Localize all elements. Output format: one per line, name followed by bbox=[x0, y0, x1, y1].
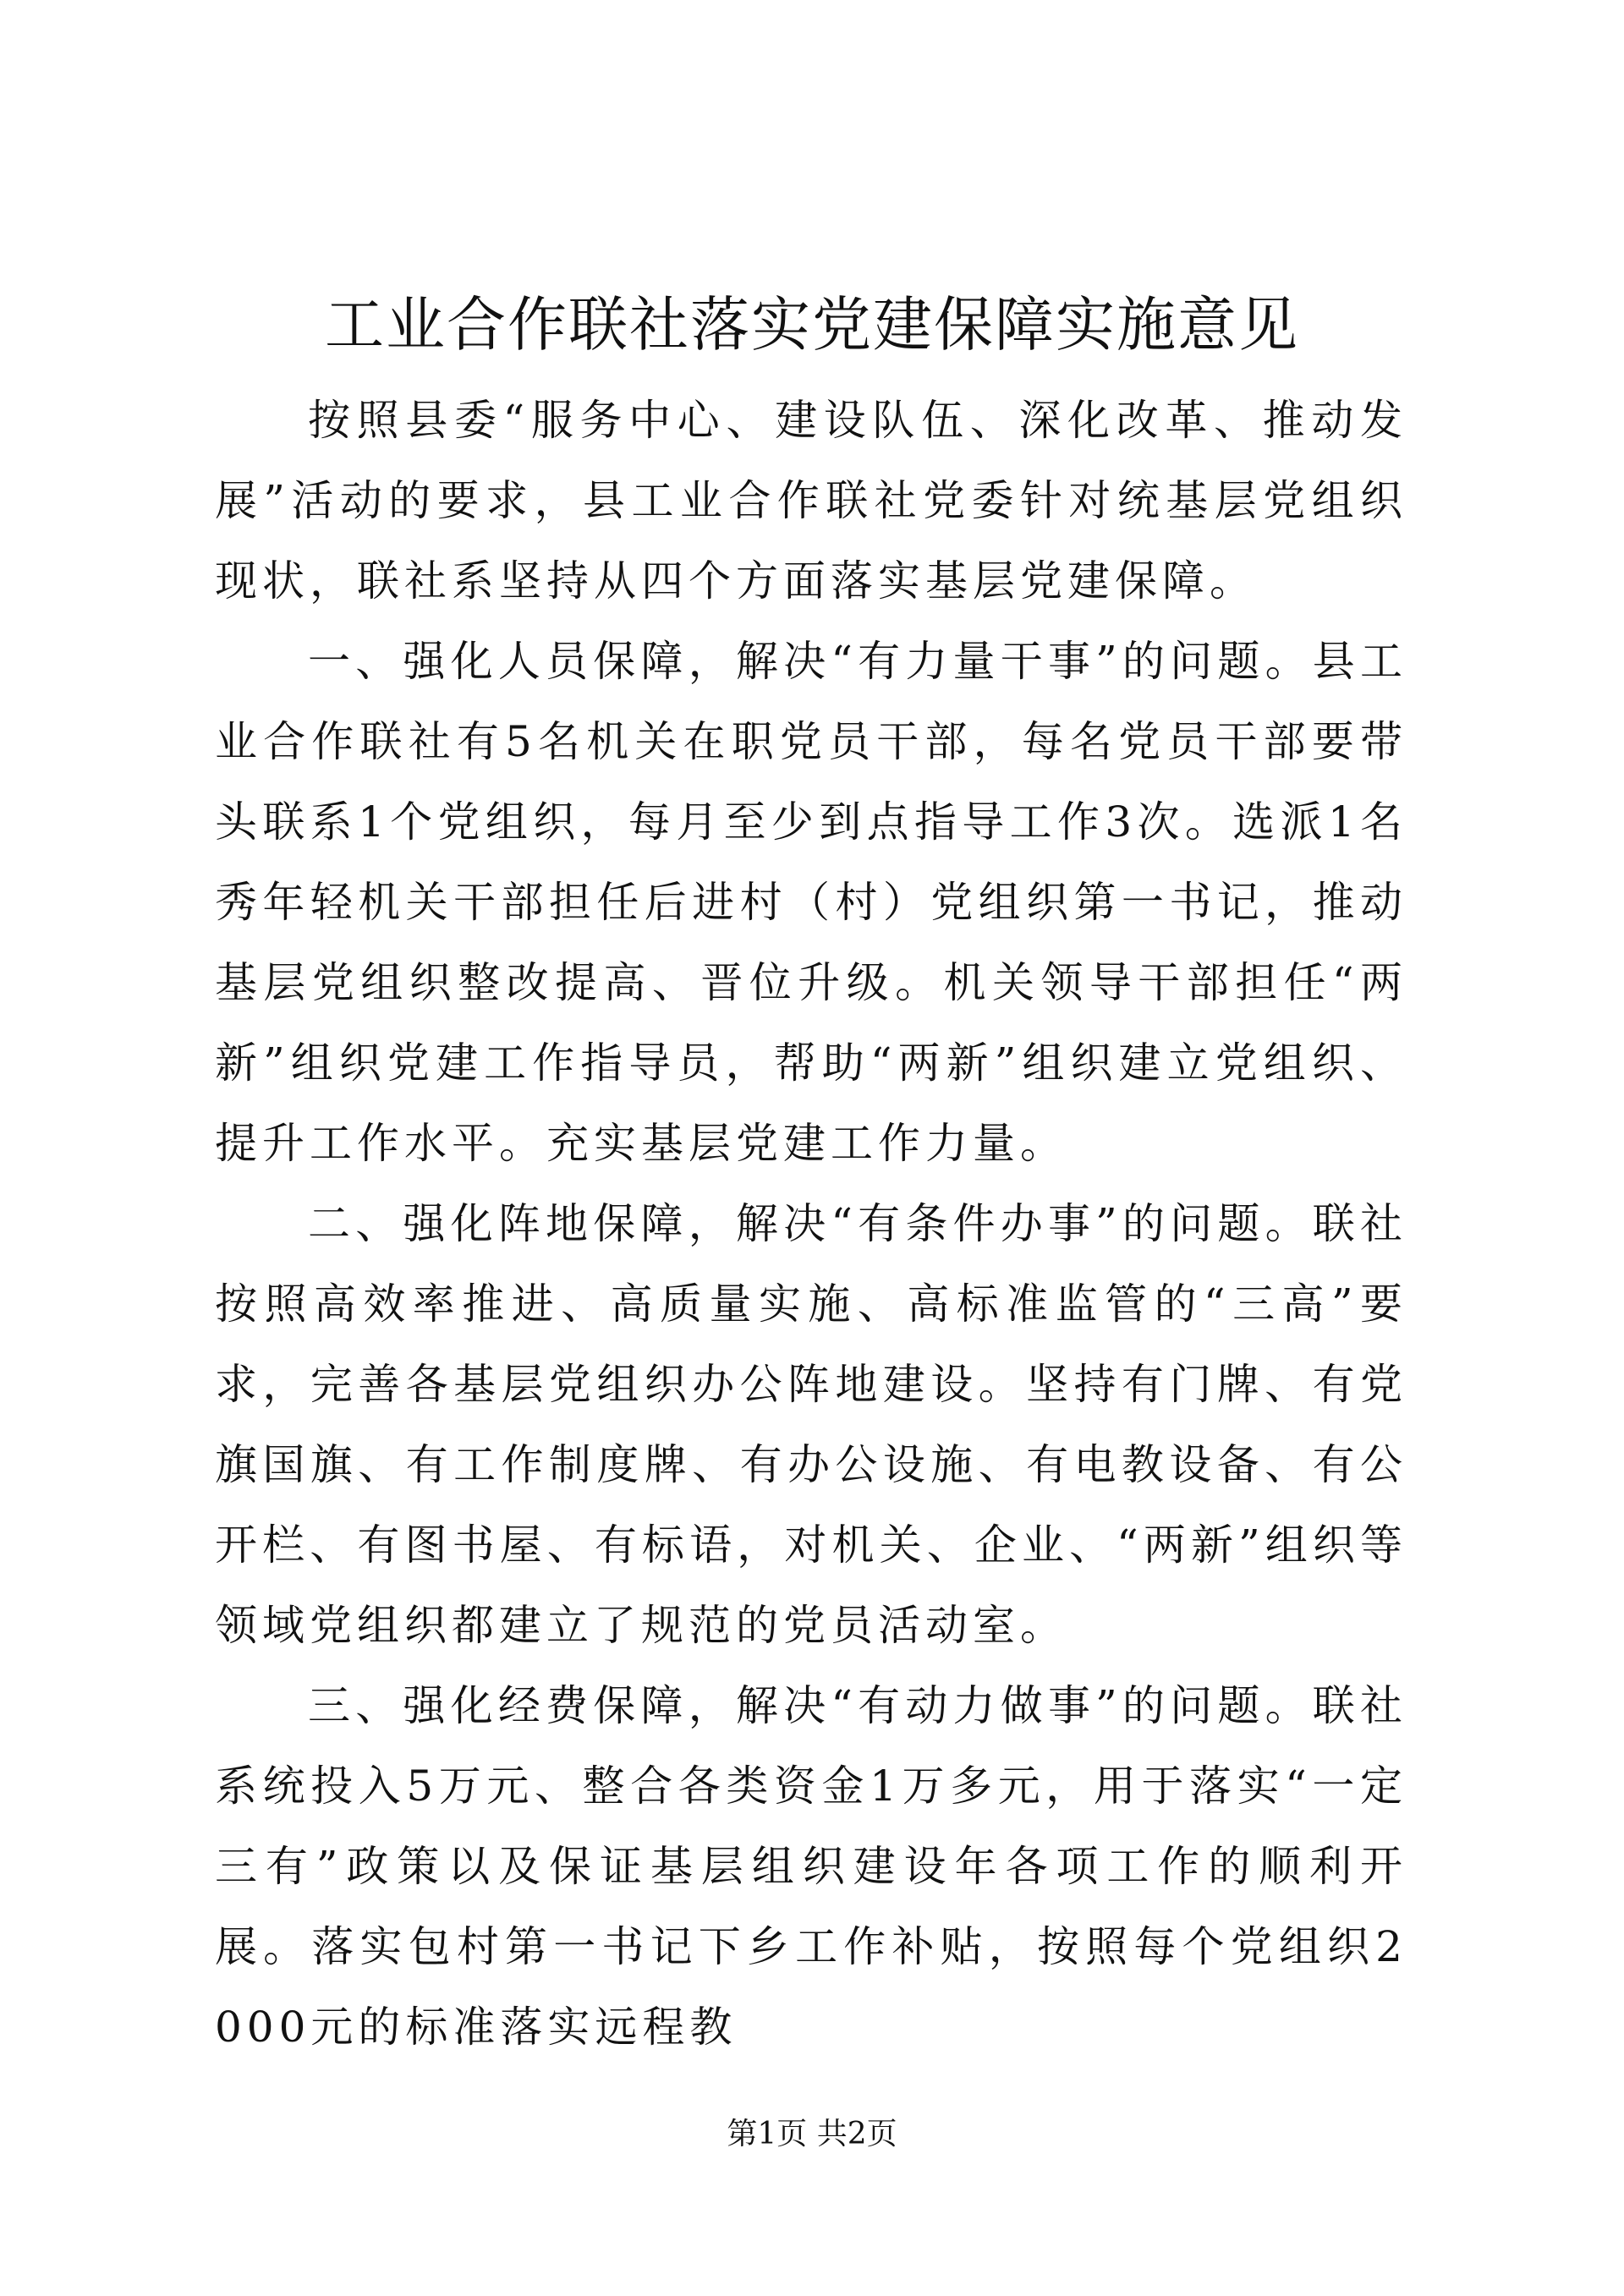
section-one-paragraph: 一、强化人员保障，解决“有力量干事”的问题。县工业合作联社有5名机关在职党员干部，每名党员干部要带头联系1个党组织，每月至少到点指导工作3次。选派1名秀年轻机关干部担任后进村（村）党组织第一书记，推动基层党组织整改提高、晋位升级。机关领导干部担任“两新”组织党建工作指导员，帮助“两新”组织建立党组织、提升工作水平。充实基层党建工作力量。 bbox=[215, 637, 1407, 1168]
section-two-paragraph: 二、强化阵地保障，解决“有条件办事”的问题。联社按照高效率推进、高质量实施、高标准监管的“三高”要求，完善各基层党组织办公阵地建设。坚持有门牌、有党旗国旗、有工作制度牌、有办公设施、有电教设备、有公开栏、有图书屋、有标语，对机关、企业、“两新”组织等领域党组织都建立了规范的党员活动室。 bbox=[215, 1199, 1407, 1650]
page-number-footer: 第1页 共2页 bbox=[727, 2117, 897, 2151]
document-title: 工业合作联社落实党建保障实施意见 bbox=[325, 290, 1299, 359]
section-three-paragraph: 三、强化经费保障，解决“有动力做事”的问题。联社系统投入5万元、整合各类资金1万多元，用于落实“一定三有”政策以及保证基层组织建设年各项工作的顺利开展。落实包村第一书记下乡工作补贴，按照每个党组织2000元的标准落实远程教 bbox=[215, 1681, 1407, 2052]
intro-paragraph: 按照县委“服务中心、建设队伍、深化改革、推动发展”活动的要求，县工业合作联社党委针对统基层党组织现状，联社系坚持从四个方面落实基层党建保障。 bbox=[215, 396, 1407, 606]
document-body bbox=[215, 381, 1407, 2068]
